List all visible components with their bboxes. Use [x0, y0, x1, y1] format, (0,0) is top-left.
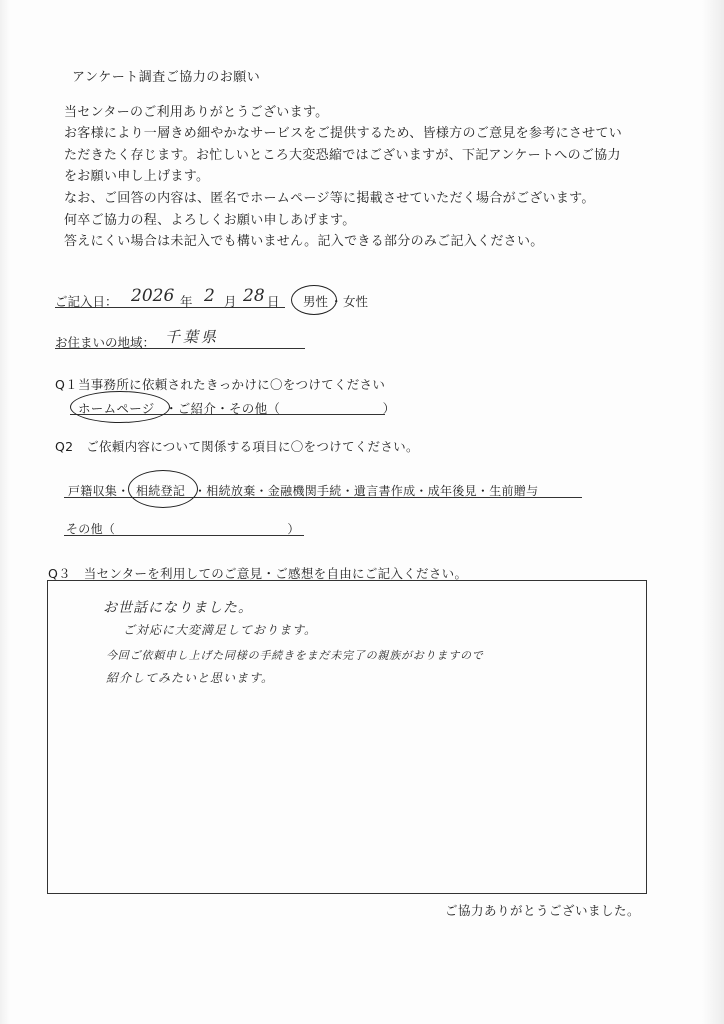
- intro-line: お客様により一層きめ細やかなサービスをご提供するため、皆様方のご意見を参考にさせてい: [64, 126, 623, 141]
- closing-message: ご協力ありがとうございました。: [445, 903, 641, 918]
- q3-answer-line: 紹介してみたいと思います。: [106, 671, 275, 685]
- selection-circle-inheritance-registration: [128, 470, 198, 508]
- q2-other-line[interactable]: その他（ ）: [66, 522, 300, 536]
- date-label: ご記入日：: [55, 294, 118, 309]
- q1-question: Q１当事務所に依頼されたきっかけに〇をつけてください: [55, 377, 386, 392]
- q2-option-inheritance-registration[interactable]: 相続登記: [136, 484, 186, 498]
- gender-separator: ・: [330, 294, 343, 309]
- intro-line: をお願い申し上げます。: [64, 169, 210, 184]
- q2-question: Q2 ご依頼内容について関係する項目に〇をつけてください。: [55, 439, 419, 454]
- gender-option-male[interactable]: 男性: [303, 294, 329, 309]
- q3-answer-line: ご対応に大変満足しております。: [123, 623, 318, 637]
- q2-options-rest[interactable]: ・相続放棄・金融機関手続・遺言書作成・成年後見・生前贈与: [194, 484, 539, 498]
- date-day-value[interactable]: 28: [243, 286, 265, 306]
- q1-option-homepage[interactable]: ホームページ: [78, 401, 155, 416]
- q2-other-underline: [64, 535, 304, 536]
- gender-option-female[interactable]: 女性: [343, 294, 369, 309]
- intro-line: なお、ご回答の内容は、匿名でホームページ等に掲載させていただく場合がございます。: [64, 191, 595, 206]
- intro-line: 答えにくい場合は未記入でも構いません。記入できる部分のみご記入ください。: [64, 234, 544, 249]
- scan-edge-right: [702, 0, 724, 1024]
- intro-line: 何卒ご協力の程、よろしくお願い申しあげます。: [64, 213, 356, 228]
- date-month-value[interactable]: 2: [204, 286, 215, 306]
- date-month-unit: 月: [224, 294, 237, 309]
- date-year-unit: 年: [180, 294, 193, 309]
- q3-answer-line: 今回ご依頼申し上げた同様の手続きをまだ未完了の親族がおりますので: [106, 649, 484, 662]
- scan-edge-left: [0, 0, 10, 1024]
- date-underline: [55, 307, 285, 308]
- selection-circle-homepage: [70, 391, 170, 423]
- intro-line: 当センターのご利用ありがとうございます。: [64, 105, 329, 120]
- q3-question: Q３ 当センターを利用してのご意見・ご感想を自由にご記入ください。: [48, 566, 468, 581]
- q3-answer-box[interactable]: [47, 580, 647, 894]
- region-label: お住まいの地域：: [55, 335, 156, 350]
- region-value[interactable]: 千葉県: [165, 328, 220, 346]
- date-day-unit: 日: [267, 294, 280, 309]
- region-underline: [55, 348, 305, 349]
- intro-line: ただきたく存じます。お忙しいところ大変恐縮ではございますが、下記アンケートへのご協力: [64, 148, 621, 163]
- q1-options-other[interactable]: ・ご紹介・その他（ ）: [165, 401, 396, 416]
- q2-option-koseki[interactable]: 戸籍収集・: [68, 484, 130, 498]
- date-year-value[interactable]: 2026: [131, 286, 175, 306]
- survey-title: アンケート調査ご協力のお願い: [72, 70, 261, 85]
- selection-circle-male: [291, 285, 337, 315]
- q3-answer-line: お世話になりました。: [103, 600, 253, 616]
